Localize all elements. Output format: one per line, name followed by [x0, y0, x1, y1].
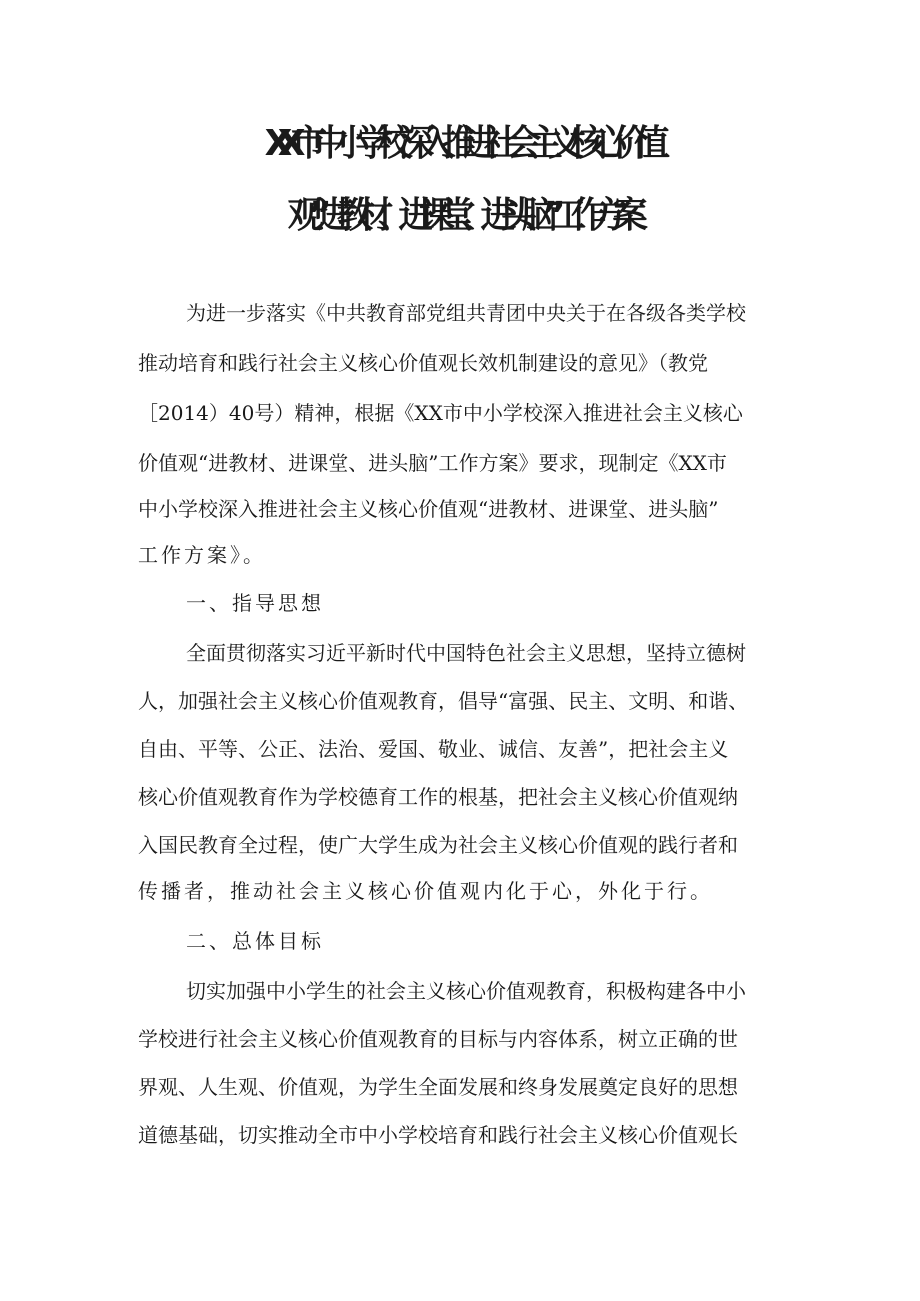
paragraph-line: 为进一步落实《中共教育部党组共青团中央关于在各级各类学校 [186, 301, 746, 325]
paragraph-line: 道德基础，切实推动全市中小学校培育和践行社会主义核心价值观长 [138, 1123, 738, 1147]
paragraph-line: 入国民教育全过程，使广大学生成为社会主义核心价值观的践行者和 [138, 833, 738, 857]
paragraph-line: 中小学校深入推进社会主义核心价值观“进教材、进课堂、进头脑” [138, 497, 719, 521]
paragraph-line: ［2014）40号）精神，根据《XX市中小学校深入推进社会主义核心 [138, 401, 743, 425]
paragraph-line: 传播者，推动社会主义核心价值观内化于心，外化于行。 [138, 879, 713, 903]
paragraph-line: 推动培育和践行社会主义核心价值观长效机制建设的意见》（教党 [138, 351, 708, 375]
section-heading: 一、指导思想 [186, 591, 324, 615]
paragraph-line: 全面贯彻落实习近平新时代中国特色社会主义思想，坚持立德树 [186, 641, 746, 665]
paragraph-line: 人，加强社会主义核心价值观教育，倡导“富强、民主、文明、和谐、 [138, 689, 749, 713]
paragraph-line: 学校进行社会主义核心价值观教育的目标与内容体系，树立正确的世 [138, 1027, 738, 1051]
paragraph-line: 核心价值观教育作为学校德育工作的根基，把社会主义核心价值观纳 [138, 785, 738, 809]
paragraph-line: 切实加强中小学生的社会主义核心价值观教育，积极构建各中小 [186, 979, 746, 1003]
document-title-line-1: XX市中小学校深入推进社会主义核心价值 [264, 123, 656, 164]
paragraph-line: 工作方案》。 [138, 543, 266, 567]
section-heading: 二、总体目标 [186, 929, 324, 953]
paragraph-line: 自由、平等、公正、法治、爱国、敬业、诚信、友善”，把社会主义 [138, 737, 729, 761]
document-title-line-2: 观”进教材、进课堂、进头脑”工作方案 [287, 195, 633, 236]
paragraph-line: 界观、人生观、价值观，为学生全面发展和终身发展奠定良好的思想 [138, 1075, 738, 1099]
paragraph-line: 价值观“进教材、进课堂、进头脑”工作方案》要求，现制定《XX市 [138, 451, 727, 475]
